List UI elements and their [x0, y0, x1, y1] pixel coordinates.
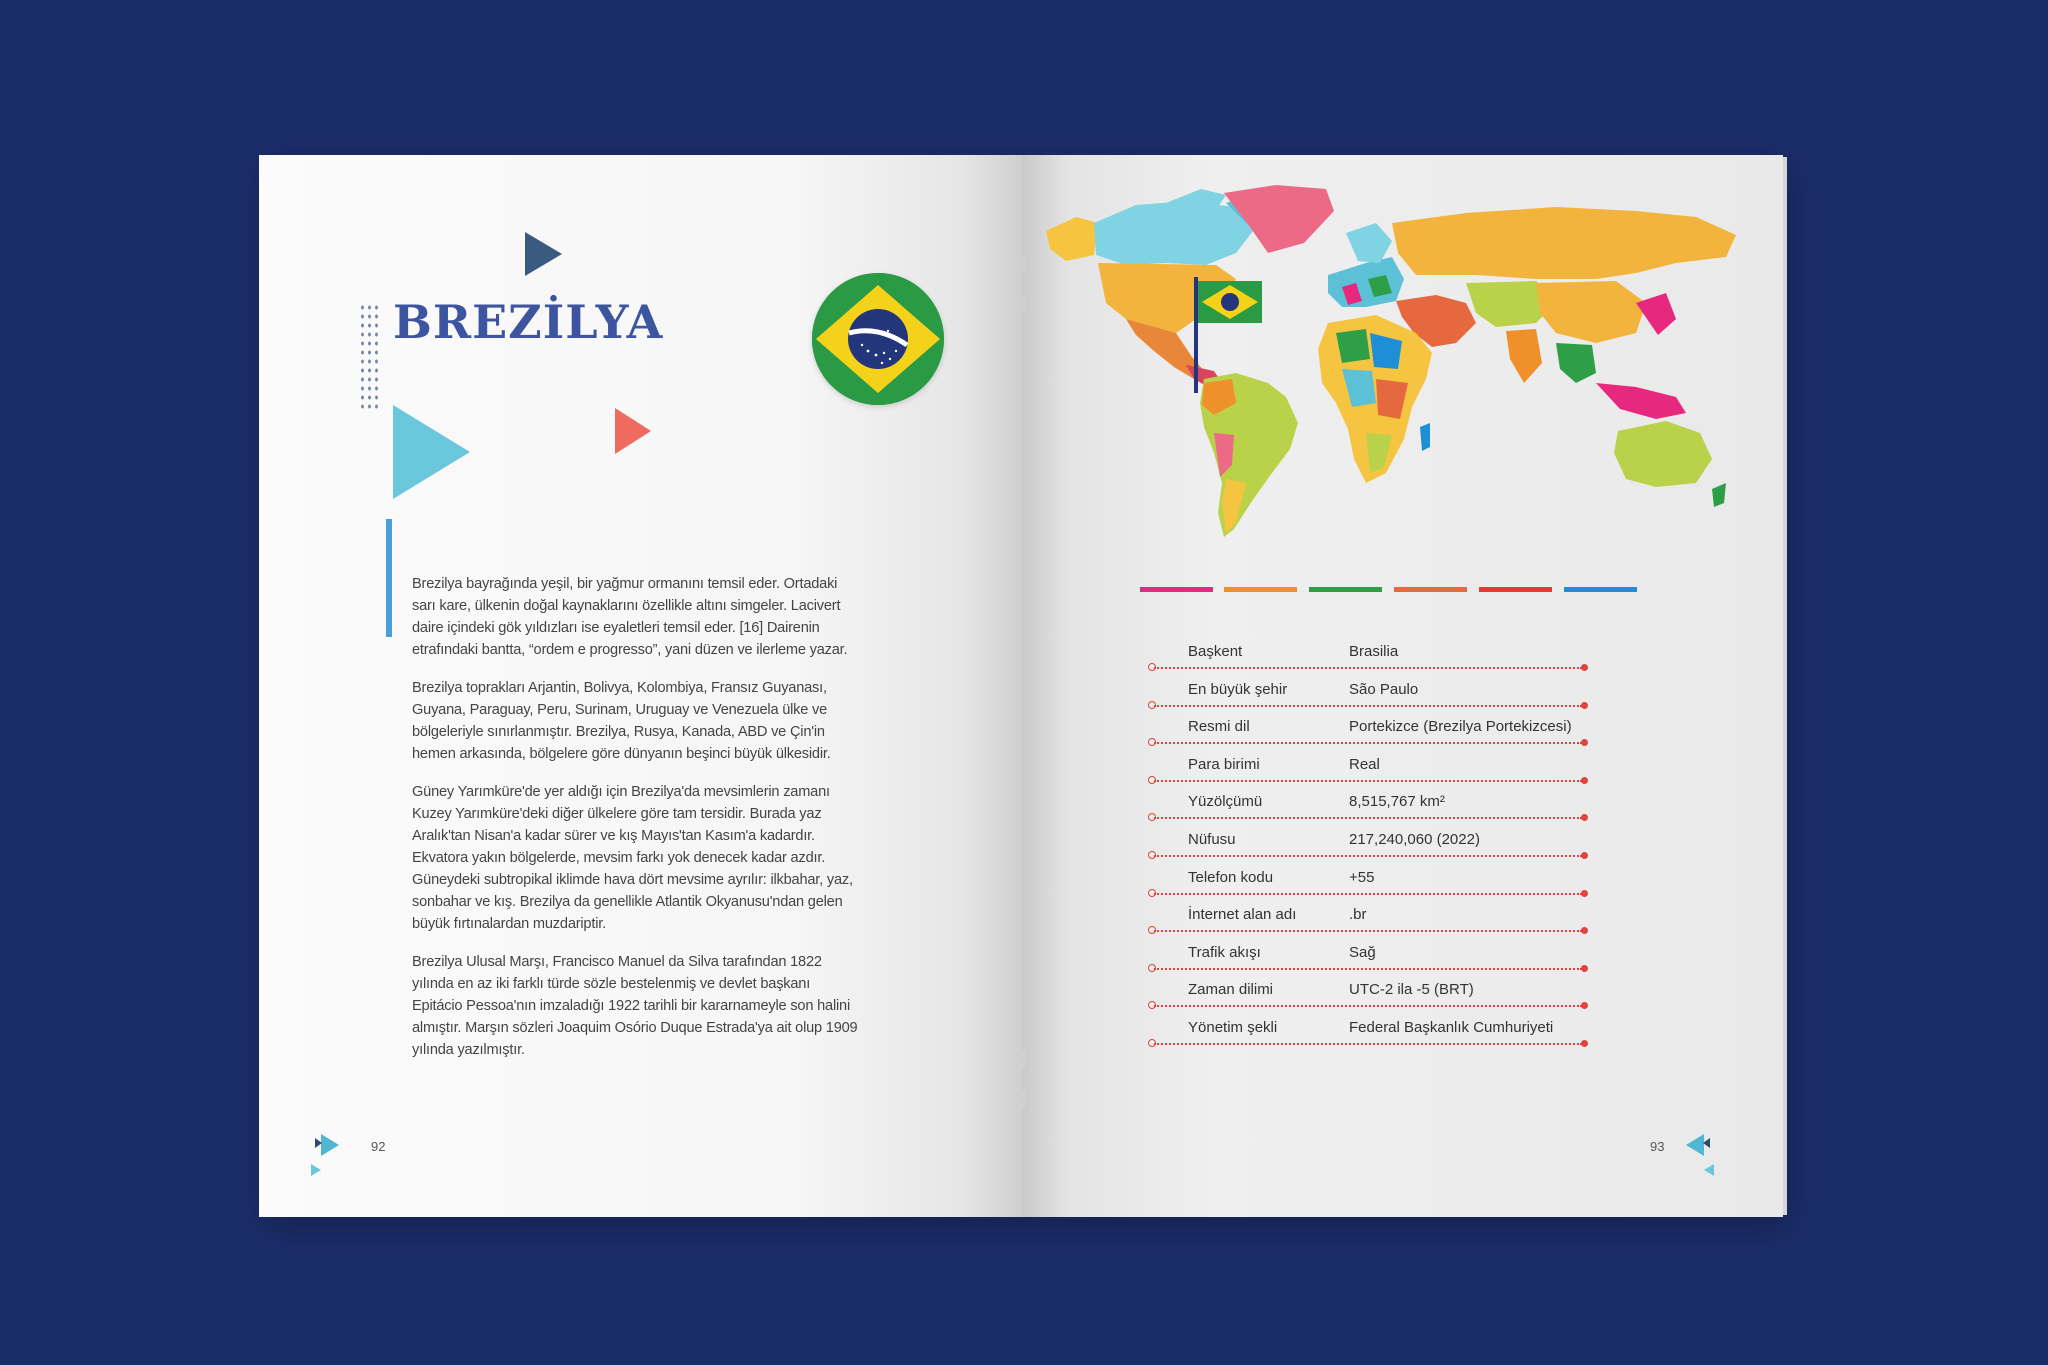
- paragraph: Güney Yarımküre'de yer aldığı için Brezilya'da mevsimlerin zamanı Kuzey Yarımküre'deki diğer ülkelere göre tam tersidir. Burada yaz Aralık'tan Nisan'a kadar sürer ve kış Mayıs'tan Kasım'a kadardır. Ekvatora yakın bölgelerde, mevsim farkı yok denecek kadar azdır. Güneydeki subtropikal iklimde hava dört mevsime ayrılır: ilkbahar, yaz, sonbahar ve kış. Brezilya da genellikle Atlantik Okyanusu'ndan gelen büyük fırtınalardan muzdariptir.: [412, 784, 853, 932]
- world-map-icon: [1036, 183, 1756, 543]
- country-info-table: [1148, 639, 1588, 1053]
- info-value: UTC-2 ila -5 (BRT): [1349, 981, 1474, 999]
- info-label: Trafik akışı: [1188, 943, 1261, 961]
- info-value: 8,515,767 km²: [1349, 793, 1445, 811]
- info-row: [1148, 977, 1588, 1015]
- info-label: Yönetim şekli: [1188, 1018, 1278, 1036]
- page-number: 93: [1650, 1139, 1665, 1154]
- info-row: [1148, 940, 1588, 978]
- info-row: [1148, 865, 1588, 903]
- color-bar: [1479, 587, 1552, 592]
- info-row: [1148, 714, 1588, 752]
- info-row: [1148, 677, 1588, 715]
- info-value: Sağ: [1349, 943, 1376, 961]
- info-value: Federal Başkanlık Cumhuriyeti: [1349, 1018, 1554, 1036]
- decorative-triangle-coral: [615, 408, 651, 454]
- info-row: [1148, 639, 1588, 677]
- info-label: Zaman dilimi: [1188, 981, 1274, 999]
- triangle-navigation-icon: [1674, 1130, 1714, 1180]
- info-value: +55: [1349, 868, 1375, 886]
- color-bar: [1564, 587, 1637, 592]
- info-row: [1148, 1015, 1588, 1053]
- decorative-triangle-cyan: [393, 405, 470, 499]
- info-value: Portekizce (Brezilya Portekizcesi): [1349, 718, 1572, 736]
- color-bar: [1224, 587, 1297, 592]
- color-bar: [1140, 587, 1213, 592]
- page-number: 92: [371, 1139, 386, 1154]
- info-value: 217,240,060 (2022): [1349, 830, 1480, 848]
- right-page: [1022, 155, 1783, 1217]
- info-label: İnternet alan adı: [1188, 906, 1297, 924]
- info-row: [1148, 827, 1588, 865]
- page-title: BREZİLYA: [393, 295, 664, 349]
- info-row: [1148, 752, 1588, 790]
- info-label: Nüfusu: [1188, 830, 1236, 848]
- info-label: Yüzölçümü: [1188, 793, 1263, 811]
- info-value: Brasilia: [1349, 643, 1399, 660]
- info-row: [1148, 789, 1588, 827]
- info-value: .br: [1349, 906, 1367, 924]
- body-text: [412, 573, 862, 1077]
- triangle-navigation-icon: [311, 1130, 351, 1180]
- info-value: São Paulo: [1349, 680, 1419, 698]
- decorative-triangle-navy: [525, 232, 562, 276]
- info-row: [1148, 902, 1588, 940]
- paragraph: Brezilya Ulusal Marşı, Francisco Manuel da Silva tarafından 1822 yılında en az iki farklı türde sözle bestelenmiş ve devlet başkanı Epitácio Pessoa'nın imzaladığı 1922 tarihli bir kararnameyle son halini almıştır. Marşın sözleri Joaquim Osório Duque Estrada'ya ait olup 1909 yılında yazılmıştır.: [412, 954, 858, 1058]
- info-label: Para birimi: [1188, 755, 1260, 773]
- left-page: [259, 155, 1022, 1217]
- paragraph: Brezilya bayrağında yeşil, bir yağmur ormanını temsil eder. Ortadaki sarı kare, ülkenin doğal kaynaklarını özellikle altını simgeler. Lacivert daire içindeki gök yıldızları ise eyaletleri temsil eder. [16] Dairenin etrafındaki bantta, “ordem e progresso”, yani düzen ve ilerleme yazar.: [412, 576, 848, 658]
- accent-bar: [386, 519, 392, 637]
- decorative-dot-grid: [359, 303, 381, 411]
- info-label: En büyük şehir: [1188, 680, 1288, 698]
- paragraph: Brezilya toprakları Arjantin, Bolivya, Kolombiya, Fransız Guyanası, Guyana, Paraguay, Peru, Surinam, Uruguay ve Venezuela ülke ve bölgeleriyle sınırlanmıştır. Brezilya, Rusya, Kanada, ABD ve Çin'in hemen arkasında, bölgelere göre dünyanın beşinci büyük ülkesidir.: [412, 680, 831, 762]
- info-label: Başkent: [1188, 643, 1243, 660]
- color-bar: [1394, 587, 1467, 592]
- info-label: Resmi dil: [1188, 718, 1250, 736]
- info-label: Telefon kodu: [1188, 868, 1274, 886]
- info-value: Real: [1349, 755, 1380, 773]
- brazil-flag-icon: [812, 273, 944, 405]
- color-bar: [1309, 587, 1382, 592]
